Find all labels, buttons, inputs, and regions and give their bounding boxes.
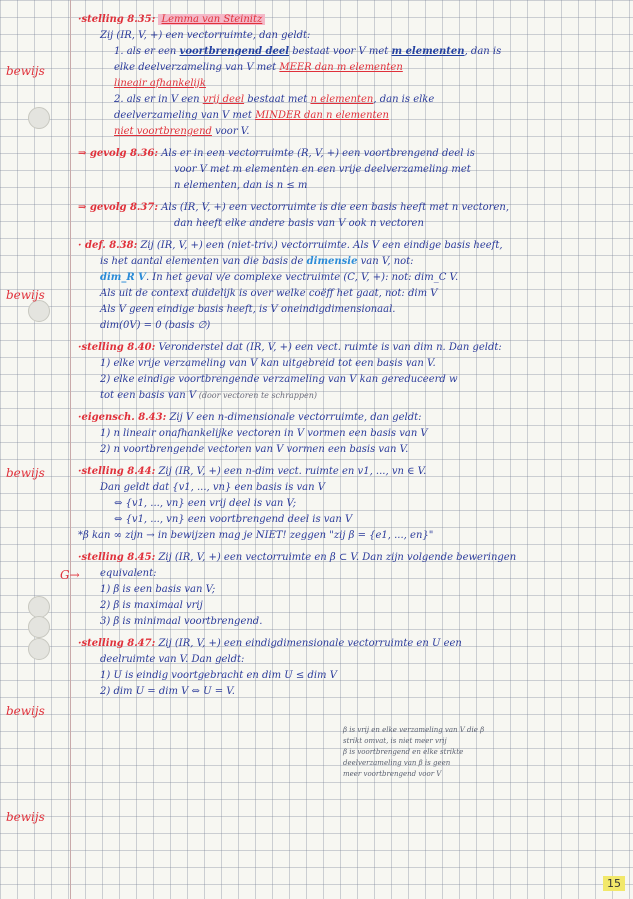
side-note-line: β is voortbrengend en elke strikte <box>343 748 464 756</box>
note-line: Dan geldt dat {v1, ..., vn} een basis is van V <box>100 482 325 493</box>
note-line: 1) n lineair onafhankelijke vectoren in V vormen een basis van V <box>100 428 428 439</box>
side-note-line: β is vrij en elke verzameling van V die β <box>343 726 485 734</box>
section-label: ⇒ gevolg 8.37: <box>78 202 159 213</box>
note-line: 1) U is eindig voortgebracht en dim U ≤ dim V <box>100 670 337 681</box>
margin-label-bewijs: bewijs <box>6 810 45 824</box>
punch-hole <box>28 300 50 322</box>
theorem-8-47: ·stelling 8.47: Zij (IR, V, +) een eindigdimensionale vectorruimte en U een deelruimte van V. Dan geldt: 1) U is eindig voortgebracht en dim U ≤ dim V 2) dim U = dim V ⇔ U = V. <box>78 636 626 700</box>
section-label: ⇒ gevolg 8.36: <box>78 148 159 159</box>
note-line: 1. als er een voortbrengend deel bestaat voor V met m elementen, dan is <box>114 46 502 57</box>
note-line: Als V geen eindige basis heeft, is V oneindigdimensionaal. <box>100 304 396 315</box>
side-note-8-45 <box>343 725 583 780</box>
margin-label-bewijs: bewijs <box>6 704 45 718</box>
punch-hole <box>28 638 50 660</box>
side-note-line: strikt omvat, is niet meer vrij <box>343 737 447 745</box>
note-line: dan heeft elke andere basis van V ook n vectoren <box>174 218 424 229</box>
theorem-8-44: ·stelling 8.44: Zij (IR, V, +) een n-dim vect. ruimte en v1, ..., vn ∈ V. Dan geldt dat {v1, ..., vn} een basis is van V ⇔ {v1, ..., vn} een vrij deel is van V; ⇔ {v1, ..., vn} een voortbrengend deel is van V *β kan ∞ zijn → in bewijzen mag je NIET! zeggen "zij β = {e1, ..., en}" <box>78 464 626 544</box>
section-label: ·stelling 8.35: <box>78 14 156 25</box>
margin-label-bewijs: bewijs <box>6 466 45 480</box>
punch-hole <box>28 616 50 638</box>
note-line: 2) elke eindige voortbrengende verzameling van V kan gereduceerd w <box>100 374 458 385</box>
note-line: 2) n voortbrengende vectoren van V vormen een basis van V. <box>100 444 409 455</box>
margin-label-bewijs: bewijs <box>6 288 45 302</box>
section-label: · def. 8.38: <box>78 240 138 251</box>
note-line: lineair afhankelijk <box>114 78 206 89</box>
section-label: ·stelling 8.45: <box>78 552 156 563</box>
notes-page <box>78 12 626 706</box>
margin-arrow: G→ <box>60 568 80 582</box>
note-line: Zij (IR, V, +) een vectorruimte, dan geldt: <box>100 30 311 41</box>
note-line: 3) β is minimaal voortbrengend. <box>100 616 263 627</box>
note-line: 1) elke vrije verzameling van V kan uitgebreid tot een basis van V. <box>100 358 436 369</box>
side-note-line: meer voortbrengend voor V <box>343 770 442 778</box>
theorem-8-45: ·stelling 8.45: Zij (IR, V, +) een vectorruimte en β ⊂ V. Dan zijn volgende beweringen equivalent: 1) β is een basis van V; 2) β is maximaal vrij 3) β is minimaal voortbrengend. <box>78 550 626 630</box>
note-line: n elementen, dan is n ≤ m <box>174 180 308 191</box>
note-line: dim_R V. In het geval v/e complexe vectruimte (C, V, +): not: dim_C V. <box>100 272 459 283</box>
section-label: ·stelling 8.40: <box>78 342 156 353</box>
note-line: ⇔ {v1, ..., vn} een vrij deel is van V; <box>114 498 297 509</box>
note-line: deelruimte van V. Dan geldt: <box>100 654 245 665</box>
definition-8-38: · def. 8.38: Zij (IR, V, +) een (niet-triv.) vectorruimte. Als V een eindige basis heeft, is het aantal elementen van die basis de dimensie van V, not: dim_R V. In het geval v/e complexe vectruimte (C, V, +): not: dim_C V. Als uit de context duidelijk is over welke coëff het gaat, not: dim V Als V geen eindige basis heeft, is V oneindigdimensionaal. dim(0V) = 0 (basis ∅) <box>78 238 626 334</box>
note-line: 2) dim U = dim V ⇔ U = V. <box>100 686 235 697</box>
note-line: 2) β is maximaal vrij <box>100 600 203 611</box>
note-line: *β kan ∞ zijn → in bewijzen mag je NIET! zeggen "zij β = {e1, ..., en}" <box>78 530 434 541</box>
note-line: Als uit de context duidelijk is over welke coëff het gaat, not: dim V <box>100 288 438 299</box>
note-line: deelverzameling van V met MINDER dan n elementen <box>114 110 389 121</box>
note-line: ⇔ {v1, ..., vn} een voortbrengend deel is van V <box>114 514 353 525</box>
section-label: ·stelling 8.47: <box>78 638 156 649</box>
note-line: tot een basis van V (door vectoren te schrappen) <box>100 390 318 401</box>
margin-label-bewijs: bewijs <box>6 64 45 78</box>
section-title: Lemma van Steinitz <box>158 14 265 25</box>
note-line: elke deelverzameling van V met MEER dan m elementen <box>114 62 403 73</box>
note-line: voor V met m elementen en een vrije deelverzameling met <box>174 164 471 175</box>
note-line: dim(0V) = 0 (basis ∅) <box>100 320 211 331</box>
note-line: 2. als er in V een vrij deel bestaat met n elementen, dan is elke <box>114 94 435 105</box>
margin-line <box>70 0 71 899</box>
corollary-8-36: ⇒ gevolg 8.36: Als er in een vectorruimte (R, V, +) een voortbrengend deel is voor V met m elementen en een vrije deelverzameling met n elementen, dan is n ≤ m <box>78 146 626 194</box>
corollary-8-37: ⇒ gevolg 8.37: Als (IR, V, +) een vectorruimte is die een basis heeft met n vectoren, dan heeft elke andere basis van V ook n vectoren <box>78 200 626 232</box>
note-line: equivalent: <box>100 568 157 579</box>
note-line: is het aantal elementen van die basis de dimensie van V, not: <box>100 256 414 267</box>
section-label: ·stelling 8.44: <box>78 466 156 477</box>
page-number: 15 <box>603 876 625 891</box>
side-note-line: deelverzameling van β is geen <box>343 759 451 767</box>
theorem-8-40: ·stelling 8.40: Veronderstel dat (IR, V, +) een vect. ruimte is van dim n. Dan geldt: 1) elke vrije verzameling van V kan uitgebreid tot een basis van V. 2) elke eindige voortbrengende verzameling van V kan gereduceerd w tot een basis van V (door vectoren te schrappen) <box>78 340 626 404</box>
note-line: 1) β is een basis van V; <box>100 584 216 595</box>
note-line: niet voortbrengend voor V. <box>114 126 250 137</box>
property-8-43: ·eigensch. 8.43: Zij V een n-dimensionale vectorruimte, dan geldt: 1) n lineair onafhankelijke vectoren in V vormen een basis van V 2) n voortbrengende vectoren van V vormen een basis van V. <box>78 410 626 458</box>
punch-hole <box>28 596 50 618</box>
theorem-8-35 <box>78 12 626 140</box>
section-label: ·eigensch. 8.43: <box>78 412 167 423</box>
punch-hole <box>28 107 50 129</box>
